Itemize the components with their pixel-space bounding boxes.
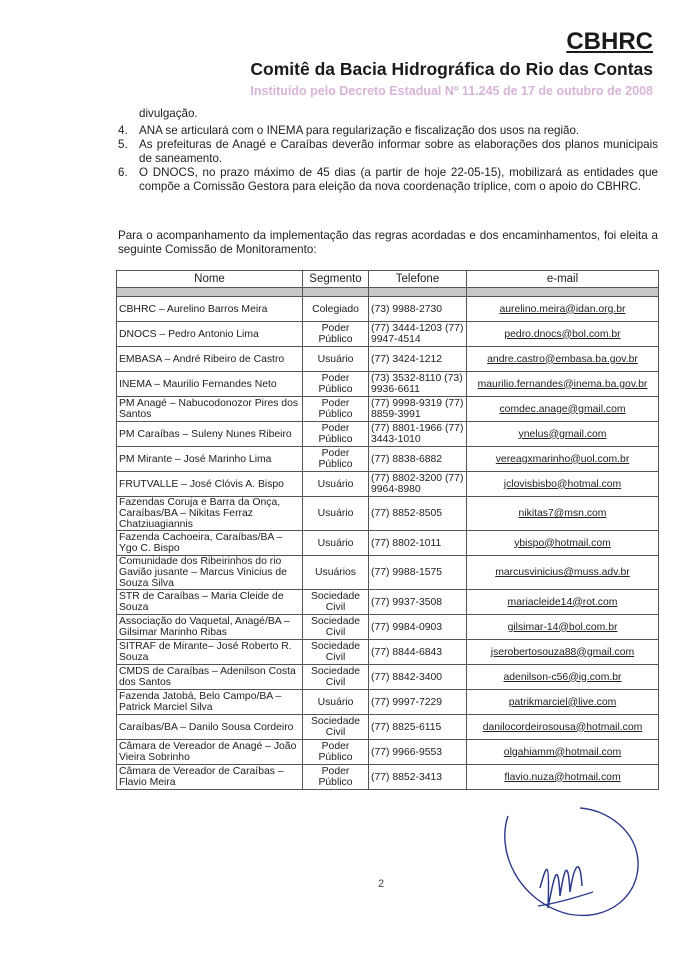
- member-email: andre.castro@embasa.ba.gov.br: [467, 347, 659, 372]
- member-phone: (77) 8838-6882: [369, 447, 467, 472]
- monitoring-commission-table: [116, 270, 659, 790]
- member-phone: (73) 3532-8110 (73) 9936-6611: [369, 372, 467, 397]
- column-header-email: e-mail: [467, 271, 659, 288]
- member-email: jserobertosouza88@gmail.com: [467, 640, 659, 665]
- continuation-text: divulgação.: [139, 107, 198, 120]
- member-segment: Sociedade Civil: [303, 640, 369, 665]
- member-email: aurelino.meira@idan.org.br: [467, 297, 659, 322]
- member-email: nikitas7@msn.com: [467, 497, 659, 531]
- list-item: [118, 138, 658, 166]
- member-segment: Usuário: [303, 531, 369, 556]
- member-email: pedro.dnocs@bol.com.br: [467, 322, 659, 347]
- table-row: [117, 372, 659, 397]
- member-phone: (77) 9998-9319 (77) 8859-3991: [369, 397, 467, 422]
- header-shade-row: [117, 288, 659, 297]
- member-name: Fazenda Cachoeira, Caraíbas/BA – Ygo C. Bispo: [117, 531, 303, 556]
- member-name: INEMA – Maurilio Fernandes Neto: [117, 372, 303, 397]
- list-item-number: 5.: [118, 138, 128, 151]
- member-email: comdec.anage@gmail.com: [467, 397, 659, 422]
- member-phone: (77) 9937-3508: [369, 590, 467, 615]
- member-segment: Usuário: [303, 497, 369, 531]
- member-phone: (77) 8802-1011: [369, 531, 467, 556]
- member-segment: Sociedade Civil: [303, 590, 369, 615]
- member-segment: Poder Público: [303, 422, 369, 447]
- member-name: EMBASA – André Ribeiro de Castro: [117, 347, 303, 372]
- member-email: flavio.nuza@hotmail.com: [467, 765, 659, 790]
- member-segment: Usuário: [303, 690, 369, 715]
- member-name: Comunidade dos Ribeirinhos do rio Gavião jusante – Marcus Vinicius de Souza Silva: [117, 556, 303, 590]
- member-phone: (77) 9997-7229: [369, 690, 467, 715]
- list-item-text: As prefeituras de Anagé e Caraíbas deverão informar sobre as elaborações dos planos municipais de saneamento.: [139, 138, 658, 165]
- member-phone: (77) 8801-1966 (77) 3443-1010: [369, 422, 467, 447]
- table-row: [117, 715, 659, 740]
- member-email: danilocordeirosousa@hotmail.com: [467, 715, 659, 740]
- member-segment: Usuário: [303, 472, 369, 497]
- member-name: Câmara de Vereador de Anagé – João Vieira Sobrinho: [117, 740, 303, 765]
- column-header-name: Nome: [117, 271, 303, 288]
- member-email: adenilson-c56@ig.com.br: [467, 665, 659, 690]
- member-phone: (73) 9988-2730: [369, 297, 467, 322]
- table-row: [117, 590, 659, 615]
- member-email: vereagxmarinho@uol.com.br: [467, 447, 659, 472]
- table-row: [117, 472, 659, 497]
- member-email: ybispo@hotmail.com: [467, 531, 659, 556]
- member-email: ynelus@gmail.com: [467, 422, 659, 447]
- table-row: [117, 615, 659, 640]
- member-email: gilsimar-14@bol.com.br: [467, 615, 659, 640]
- member-phone: (77) 3444-1203 (77) 9947-4514: [369, 322, 467, 347]
- handwritten-signature: [498, 796, 648, 936]
- table-row: [117, 397, 659, 422]
- member-segment: Poder Público: [303, 397, 369, 422]
- member-name: Caraíbas/BA – Danilo Sousa Cordeiro: [117, 715, 303, 740]
- table-row: [117, 297, 659, 322]
- member-name: STR de Caraíbas – Maria Cleide de Souza: [117, 590, 303, 615]
- member-segment: Poder Público: [303, 765, 369, 790]
- member-name: DNOCS – Pedro Antonio Lima: [117, 322, 303, 347]
- page-number: 2: [378, 878, 385, 890]
- table-row: [117, 740, 659, 765]
- table-row: [117, 422, 659, 447]
- member-phone: (77) 8825-6115: [369, 715, 467, 740]
- member-name: PM Caraíbas – Suleny Nunes Ribeiro: [117, 422, 303, 447]
- member-segment: Sociedade Civil: [303, 715, 369, 740]
- member-phone: (77) 8852-3413: [369, 765, 467, 790]
- intro-paragraph: Para o acompanhamento da implementação das regras acordadas e dos encaminhamentos, foi eleita a seguinte Comissão de Monitoramento:: [118, 229, 658, 256]
- member-phone: (77) 8852-8505: [369, 497, 467, 531]
- list-item-number: 6.: [118, 166, 128, 179]
- table-row: [117, 347, 659, 372]
- member-segment: Poder Público: [303, 447, 369, 472]
- member-phone: (77) 8802-3200 (77) 9964-8980: [369, 472, 467, 497]
- member-phone: (77) 9966-9553: [369, 740, 467, 765]
- column-header-segment: Segmento: [303, 271, 369, 288]
- table-row: [117, 531, 659, 556]
- referral-list: [118, 124, 658, 194]
- member-email: maurilio.fernandes@inema.ba.gov.br: [467, 372, 659, 397]
- member-name: Fazendas Coruja e Barra da Onça, Caraíbas/BA – Nikitas Ferraz Chatziuagiannis: [117, 497, 303, 531]
- list-item-text: O DNOCS, no prazo máximo de 45 dias (a partir de hoje 22-05-15), mobilizará as entidades que compõe a Comissão Gestora para eleição da nova coordenação tríplice, com o apoio do CBHRC.: [139, 166, 658, 193]
- list-item-number: 4.: [118, 124, 128, 137]
- member-segment: Poder Público: [303, 372, 369, 397]
- table-row: [117, 690, 659, 715]
- member-segment: Poder Público: [303, 740, 369, 765]
- member-segment: Colegiado: [303, 297, 369, 322]
- column-header-phone: Telefone: [369, 271, 467, 288]
- table-row: [117, 447, 659, 472]
- table-row: [117, 322, 659, 347]
- member-name: PM Mirante – José Marinho Lima: [117, 447, 303, 472]
- member-name: Associação do Vaquetal, Anagé/BA – Gilsimar Marinho Ribas: [117, 615, 303, 640]
- document-header: [250, 28, 653, 99]
- table-row: [117, 556, 659, 590]
- member-name: Câmara de Vereador de Caraíbas – Flavio Meira: [117, 765, 303, 790]
- org-decree: Instituído pelo Decreto Estadual Nº 11.245 de 17 de outubro de 2008: [250, 84, 653, 98]
- list-item: [118, 124, 658, 138]
- member-name: Fazenda Jatobá, Belo Campo/BA – Patrick Marciel Silva: [117, 690, 303, 715]
- member-name: PM Anagé – Nabucodonozor Pires dos Santos: [117, 397, 303, 422]
- member-phone: (77) 9988-1575: [369, 556, 467, 590]
- table-row: [117, 665, 659, 690]
- table-row: [117, 497, 659, 531]
- member-segment: Sociedade Civil: [303, 615, 369, 640]
- member-email: olgahiamm@hotmail.com: [467, 740, 659, 765]
- member-email: jclovisbisbo@hotmal.com: [467, 472, 659, 497]
- member-email: marcusvinicius@muss.adv.br: [467, 556, 659, 590]
- member-email: patrikmarciel@live.com: [467, 690, 659, 715]
- list-item: [118, 166, 658, 194]
- org-code: CBHRC: [566, 28, 653, 55]
- member-phone: (77) 8842-3400: [369, 665, 467, 690]
- member-phone: (77) 8844-6843: [369, 640, 467, 665]
- list-item-text: ANA se articulará com o INEMA para regularização e fiscalização dos usos na região.: [139, 124, 580, 137]
- member-segment: Usuários: [303, 556, 369, 590]
- member-name: SITRAF de Mirante– José Roberto R. Souza: [117, 640, 303, 665]
- member-segment: Poder Público: [303, 322, 369, 347]
- member-email: mariacleide14@rot.com: [467, 590, 659, 615]
- table-row: [117, 765, 659, 790]
- org-name: Comitê da Bacia Hidrográfica do Rio das Contas: [250, 59, 653, 79]
- member-phone: (77) 9984-0903: [369, 615, 467, 640]
- member-phone: (77) 3424-1212: [369, 347, 467, 372]
- member-name: CMDS de Caraíbas – Adenilson Costa dos Santos: [117, 665, 303, 690]
- member-name: FRUTVALLE – José Clóvis A. Bispo: [117, 472, 303, 497]
- member-name: CBHRC – Aurelino Barros Meira: [117, 297, 303, 322]
- member-segment: Sociedade Civil: [303, 665, 369, 690]
- member-segment: Usuário: [303, 347, 369, 372]
- table-row: [117, 640, 659, 665]
